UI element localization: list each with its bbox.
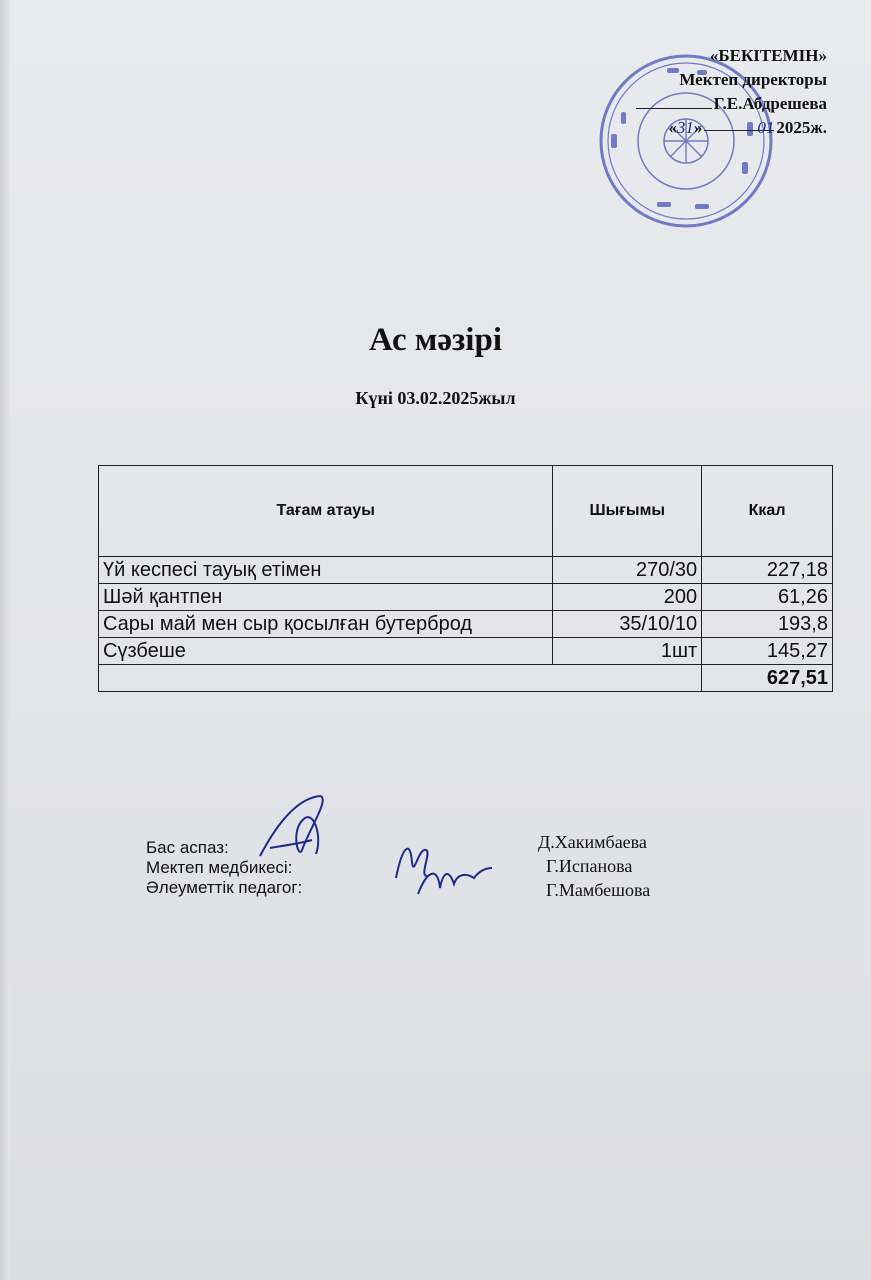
dish-name: Шәй қантпен (99, 584, 553, 611)
role-social-pedagogue: Әлеуметтік педагог: (146, 878, 303, 897)
approval-signer-line (636, 92, 827, 116)
dish-name: Үй кеспесі тауық етімен (99, 557, 553, 584)
dish-kcal: 193,8 (702, 611, 833, 638)
header-kcal: Ккал (702, 466, 833, 557)
name-nurse: Г.Испанова (546, 856, 633, 876)
date-month: 01 (757, 118, 775, 137)
date-quote-open: « (668, 118, 677, 137)
chef-signature (250, 788, 340, 868)
approval-signer: Г.Е.Абдрешева (713, 94, 827, 113)
signature-line (636, 94, 712, 109)
page-edge (0, 0, 10, 1280)
table-total-row (99, 665, 833, 692)
dish-output: 200 (553, 584, 702, 611)
table-header-row (99, 466, 833, 557)
date-quote-close: » (693, 118, 703, 137)
table-row (99, 638, 833, 665)
date-year: 2025ж. (776, 118, 827, 137)
dish-output: 270/30 (553, 557, 702, 584)
dish-output: 35/10/10 (553, 611, 702, 638)
dish-kcal: 61,26 (702, 584, 833, 611)
total-kcal: 627,51 (702, 665, 833, 692)
approval-date (636, 116, 827, 140)
role-chef: Бас аспаз: (146, 838, 229, 857)
header-dish: Тағам атауы (99, 466, 553, 557)
name-chef: Д.Хакимбаева (538, 832, 647, 852)
date-month-line (704, 116, 775, 137)
header-output: Шығымы (553, 466, 702, 557)
role-nurse: Мектеп медбикесі: (146, 858, 293, 877)
table-row (99, 584, 833, 611)
table-row (99, 557, 833, 584)
menu-table (98, 465, 833, 692)
date-day: 31 (676, 118, 694, 137)
dish-kcal: 145,27 (702, 638, 833, 665)
page-subtitle: Күні 03.02.2025жыл (355, 388, 516, 408)
approval-block (636, 44, 827, 140)
total-label-cell (99, 665, 702, 692)
dish-kcal: 227,18 (702, 557, 833, 584)
table-row (99, 611, 833, 638)
signatory-names (538, 830, 650, 902)
dish-output: 1шт (553, 638, 702, 665)
nurse-signature (388, 828, 498, 906)
approval-heading: «БЕКІТЕМІН» (709, 46, 827, 65)
page-title: Ас мәзірі (369, 322, 502, 358)
name-social-pedagogue: Г.Мамбешова (546, 880, 651, 900)
dish-name: Сары май мен сыр қосылған бутерброд (99, 611, 553, 638)
approval-position: Мектеп директоры (679, 70, 827, 89)
dish-name: Сүзбеше (99, 638, 553, 665)
